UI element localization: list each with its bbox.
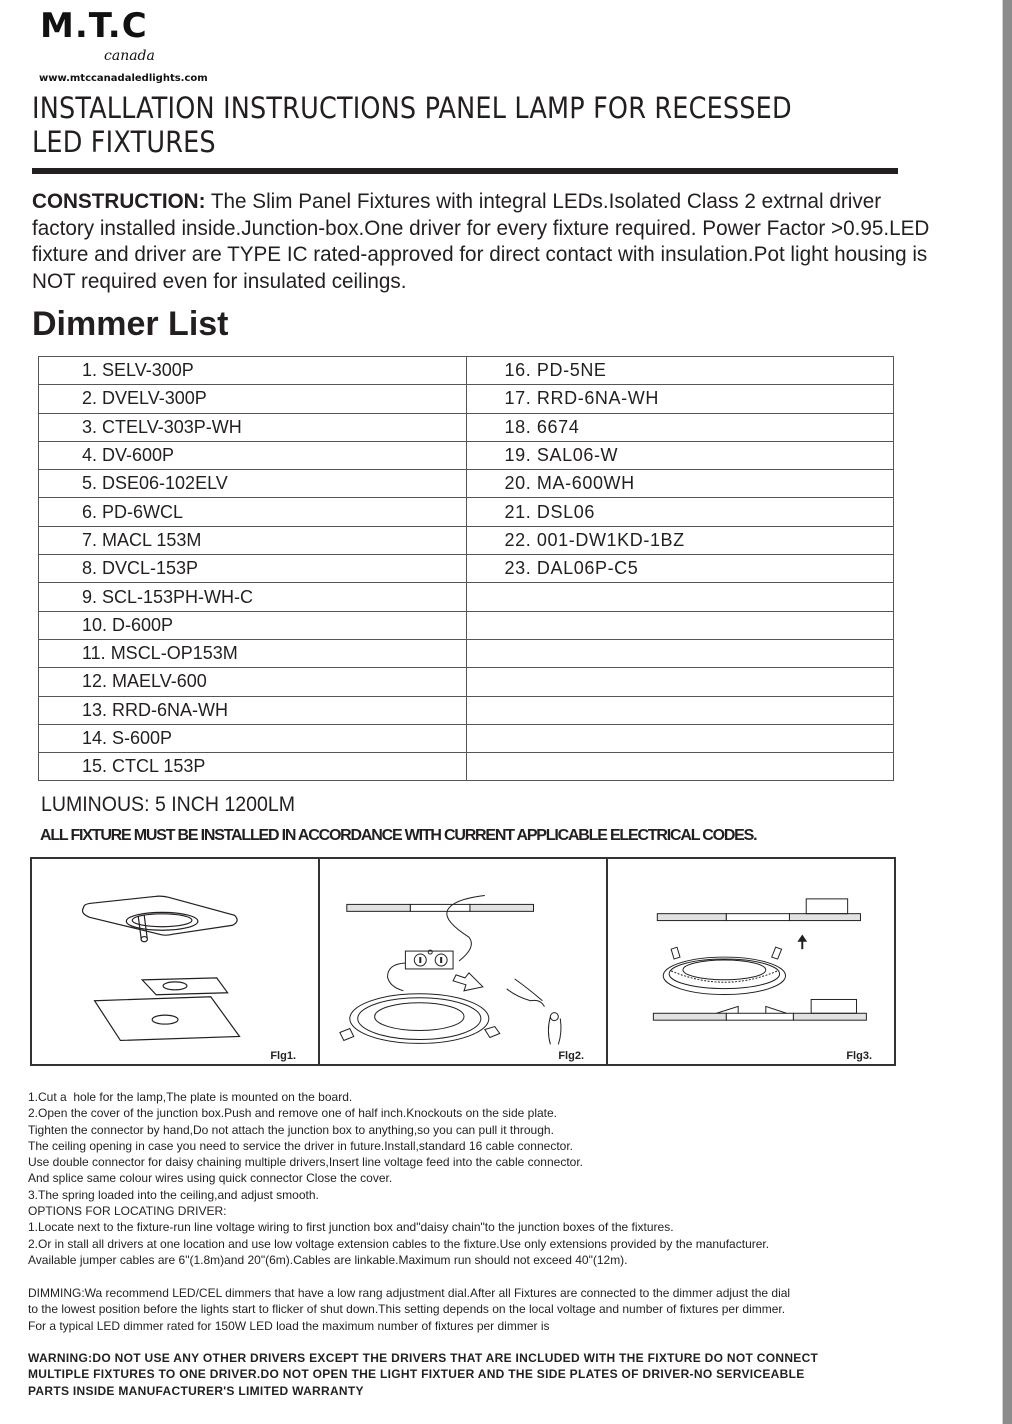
instruction-line: And splice same colour wires using quick connector Close the cover. <box>28 1171 393 1186</box>
warning-line: MULTIPLE FIXTURES TO ONE DRIVER.DO NOT OPEN THE LIGHT FIXTUER AND THE SIDE PLATES OF DRIVER-NO SERVICEABLE <box>28 1367 805 1382</box>
instruction-line: Use double connector for daisy chaining multiple drivers,Insert line voltage feed into the cable connector. <box>28 1155 583 1170</box>
instruction-line: 1.Cut a hole for the lamp,The plate is mounted on the board. <box>28 1090 353 1104</box>
dimmer-model-left: 7. MACL 153M <box>39 526 467 554</box>
instruction-line: OPTIONS FOR LOCATING DRIVER: <box>28 1204 227 1219</box>
dimmer-model-left: 3. CTELV-303P-WH <box>39 413 467 441</box>
dimmer-model-right: 22. 001-DW1KD-1BZ <box>466 526 894 554</box>
dimmer-model-right <box>466 724 894 752</box>
warning-notice <box>28 1350 818 1399</box>
dimmer-model-right: 21. DSL06 <box>466 498 894 526</box>
dimmer-list-heading: Dimmer List <box>32 305 229 343</box>
website-url: www.mtccanadaledlights.com <box>39 73 208 84</box>
figure-3-label: Flg3. <box>846 1050 872 1062</box>
construction-text: The Slim Panel Fixtures with integral LEDs.Isolated Class 2 extrnal driver factory installed inside.Junction-box.One driver for every fixture required. Power Factor >0.95.LED fixture and driver are TYPE IC rated-approved for direct contact with insulation.Pot light housing is NOT required even for insulated ceilings. <box>32 190 930 293</box>
dimmer-model-left: 5. DSE06-102ELV <box>39 470 467 498</box>
dimmer-row <box>39 498 894 526</box>
dimmer-model-left: 13. RRD-6NA-WH <box>39 696 467 724</box>
construction-paragraph <box>32 189 938 295</box>
dimming-line: to the lowest position before the lights start to flicker of shut down.This setting depends on the local voltage and number of fixtures per dimmer. <box>28 1302 786 1317</box>
dimmer-row <box>39 441 894 469</box>
dimmer-model-right <box>466 696 894 724</box>
dimmer-model-right <box>466 668 894 696</box>
dimmer-model-right: 19. SAL06-W <box>466 441 894 469</box>
dimmer-model-right: 23. DAL06P-C5 <box>466 555 894 583</box>
dimming-line: DIMMING:Wa recommend LED/CEL dimmers that have a low rang adjustment dial.After all Fixtures are connected to the dimmer adjust the dial <box>28 1286 791 1300</box>
panel-insertion-illustration <box>608 859 894 1064</box>
dimmer-model-left: 2. DVELV-300P <box>39 385 467 413</box>
dimmer-model-left: 14. S-600P <box>39 724 467 752</box>
dimmer-row <box>39 413 894 441</box>
dimmer-model-right <box>466 753 894 781</box>
dimmer-model-right: 18. 6674 <box>466 413 894 441</box>
dimmer-row <box>39 611 894 639</box>
installation-steps <box>28 1089 769 1268</box>
dimming-line: For a typical LED dimmer rated for 150W LED load the maximum number of fixtures per dimmer is <box>28 1318 550 1333</box>
electrical-codes-notice: ALL FIXTURE MUST BE INSTALLED IN ACCORDANCE WITH CURRENT APPLICABLE ELECTRICAL CODES. <box>40 827 757 844</box>
dimmer-table <box>38 356 894 781</box>
dimmer-model-left: 10. D-600P <box>39 611 467 639</box>
dimmer-model-left: 8. DVCL-153P <box>39 555 467 583</box>
dimmer-row <box>39 470 894 498</box>
dimmer-row <box>39 583 894 611</box>
dimmer-row <box>39 668 894 696</box>
instruction-line: Tighten the connector by hand,Do not attach the junction box to anything,so you can pull it through. <box>28 1122 554 1137</box>
logo-mark: M.T.C <box>40 6 148 46</box>
page-title <box>32 91 824 159</box>
dimmer-row <box>39 357 894 385</box>
dimmer-model-right <box>466 639 894 667</box>
dimmer-row <box>39 385 894 413</box>
instruction-line: 3.The spring loaded into the ceiling,and adjust smooth. <box>28 1187 319 1202</box>
dimmer-model-left: 1. SELV-300P <box>39 357 467 385</box>
dimmer-model-right <box>466 583 894 611</box>
warning-line: WARNING:DO NOT USE ANY OTHER DRIVERS EXCEPT THE DRIVERS THAT ARE INCLUDED WITH THE FIXTURE DO NOT CONNECT <box>28 1351 819 1365</box>
figure-3 <box>606 859 894 1064</box>
figure-1-label: Flg1. <box>270 1050 296 1062</box>
dimmer-model-left: 4. DV-600P <box>39 441 467 469</box>
instruction-line: 1.Locate next to the fixture-run line voltage wiring to first junction box and"daisy chain"to the junction boxes of the fixtures. <box>28 1220 674 1235</box>
dimmer-model-left: 12. MAELV-600 <box>39 668 467 696</box>
dimmer-model-right: 16. PD-5NE <box>466 357 894 385</box>
logo-subtitle: canada <box>104 48 155 64</box>
dimmer-model-left: 11. MSCL-OP153M <box>39 639 467 667</box>
instruction-line: Available jumper cables are 6"(1.8m)and 20"(6m).Cables are linkable.Maximum run should not exceed 40"(12m). <box>28 1252 628 1267</box>
dimmer-model-left: 15. CTCL 153P <box>39 753 467 781</box>
dimmer-model-left: 9. SCL-153PH-WH-C <box>39 583 467 611</box>
title-line-2: LED FIXTURES <box>32 125 216 159</box>
instruction-line: 2.Open the cover of the junction box.Push and remove one of half inch.Knockouts on the side plate. <box>28 1106 558 1121</box>
luminous-spec: LUMINOUS: 5 INCH 1200LM <box>41 793 295 816</box>
instruction-line: 2.Or in stall all drivers at one location and use low voltage extension cables to the fixture.Use only extensions provided by the manufacturer. <box>28 1236 770 1251</box>
dimmer-row <box>39 639 894 667</box>
dimmer-row <box>39 526 894 554</box>
brand-logo <box>38 6 218 76</box>
dimmer-row <box>39 555 894 583</box>
installation-figures <box>30 857 896 1066</box>
dimmer-row <box>39 753 894 781</box>
dimmer-model-left: 6. PD-6WCL <box>39 498 467 526</box>
figure-2-label: Flg2. <box>558 1050 584 1062</box>
dimmer-model-right: 17. RRD-6NA-WH <box>466 385 894 413</box>
dimmer-model-right: 20. MA-600WH <box>466 470 894 498</box>
figure-2 <box>318 859 606 1064</box>
figure-1 <box>32 859 318 1064</box>
instruction-line: The ceiling opening in case you need to service the driver in future.Install,standard 16 cable connector. <box>28 1138 573 1153</box>
ceiling-plate-illustration <box>32 859 318 1064</box>
vertical-scrollbar[interactable] <box>1002 0 1012 1424</box>
dimmer-row <box>39 696 894 724</box>
dimming-notes <box>28 1285 790 1334</box>
construction-label: CONSTRUCTION: <box>32 190 206 213</box>
title-divider <box>32 168 898 174</box>
junction-box-wiring-illustration <box>320 859 606 1064</box>
title-line-1: INSTALLATION INSTRUCTIONS PANEL LAMP FOR RECESSED <box>32 91 792 125</box>
warning-line: PARTS INSIDE MANUFACTURER'S LIMITED WARRANTY <box>28 1383 364 1398</box>
dimmer-row <box>39 724 894 752</box>
dimmer-model-right <box>466 611 894 639</box>
